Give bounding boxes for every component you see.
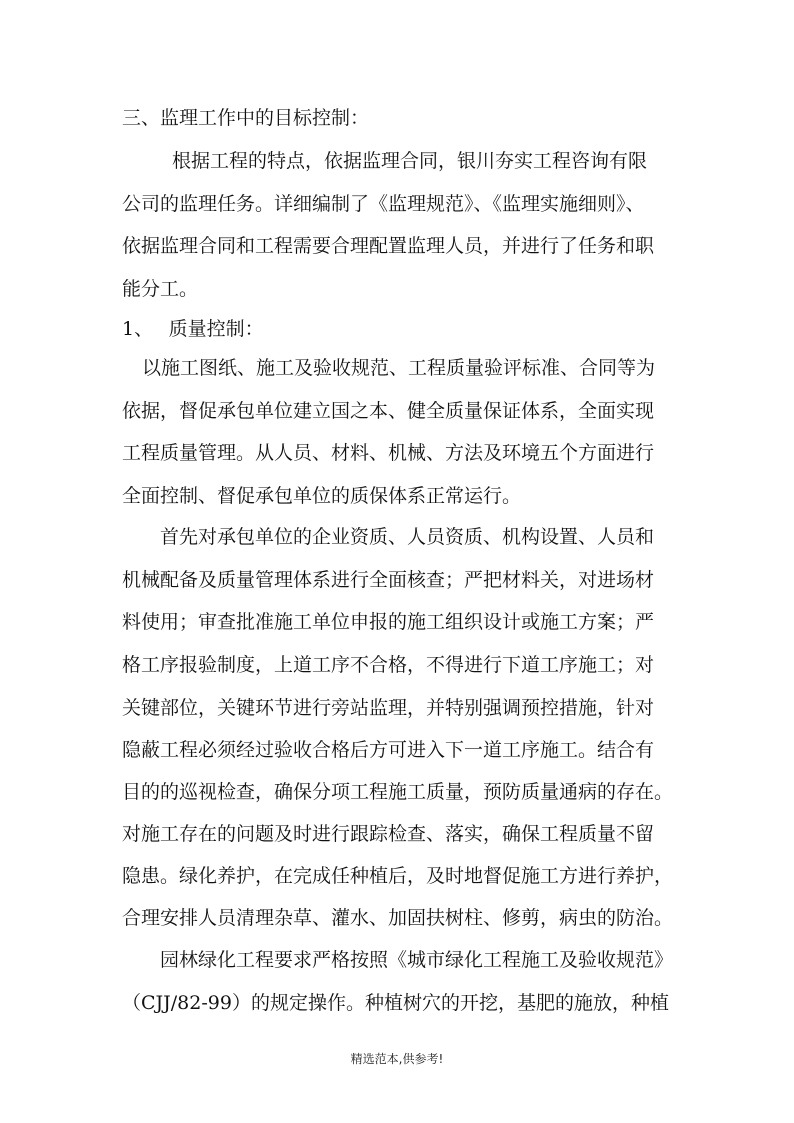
paragraph-line: 机械配备及质量管理体系进行全面核查；严把材料关，对进场材 [122, 569, 655, 591]
paragraph-line: 关键部位，关键环节进行旁站监理，并特别强调预控措施，针对 [122, 697, 655, 719]
paragraph-line: 能分工。 [122, 278, 199, 300]
paragraph-line: 目的的巡视检查，确保分项工程施工质量，预防质量通病的存在。 [122, 781, 674, 803]
paragraph-line: 首先对承包单位的企业资质、人员资质、机构设置、人员和 [160, 526, 655, 548]
paragraph-line: 对施工存在的问题及时进行跟踪检查、落实，确保工程质量不留 [122, 823, 655, 845]
paragraph-line: 料使用；审查批准施工单位申报的施工组织设计或施工方案；严 [122, 611, 655, 633]
paragraph-line: （CJJ/82-99）的规定操作。种植树穴的开挖，基肥的施放，种植 [122, 992, 669, 1014]
paragraph-line: 隐蔽工程必须经过验收合格后方可进入下一道工序施工。结合有 [122, 739, 655, 761]
page-footer: 精选范本,供参考! [350, 1052, 444, 1066]
paragraph-line: 依据监理合同和工程需要合理配置监理人员，并进行了任务和职 [122, 235, 655, 257]
paragraph-line: 根据工程的特点，依据监理合同，银川夯实工程咨询有限 [172, 150, 648, 172]
paragraph-line: 合理安排人员清理杂草、灌水、加固扶树柱、修剪，病虫的防治。 [122, 907, 674, 929]
paragraph-line: 全面控制、督促承包单位的质保体系正常运行。 [122, 485, 522, 507]
paragraph-line: 格工序报验制度，上道工序不合格，不得进行下道工序施工；对 [122, 654, 655, 676]
paragraph-line: 依据，督促承包单位建立国之本、健全质量保证体系，全面实现 [122, 400, 655, 422]
section-heading: 三、监理工作中的目标控制： [122, 107, 370, 129]
paragraph-line: 隐患。绿化养护，在完成任种植后，及时地督促施工方进行养护， [122, 865, 674, 887]
paragraph-line: 园林绿化工程要求严格按照《城市绿化工程施工及验收规范》 [160, 949, 674, 971]
subsection-heading: 1、 质量控制： [122, 318, 264, 340]
paragraph-line: 以施工图纸、施工及验收规范、工程质量验评标准、合同等为 [142, 357, 656, 379]
paragraph-line: 公司的监理任务。详细编制了《监理规范》、《监理实施细则》、 [122, 193, 645, 215]
paragraph-line: 工程质量管理。从人员、材料、机械、方法及环境五个方面进行 [122, 442, 655, 464]
